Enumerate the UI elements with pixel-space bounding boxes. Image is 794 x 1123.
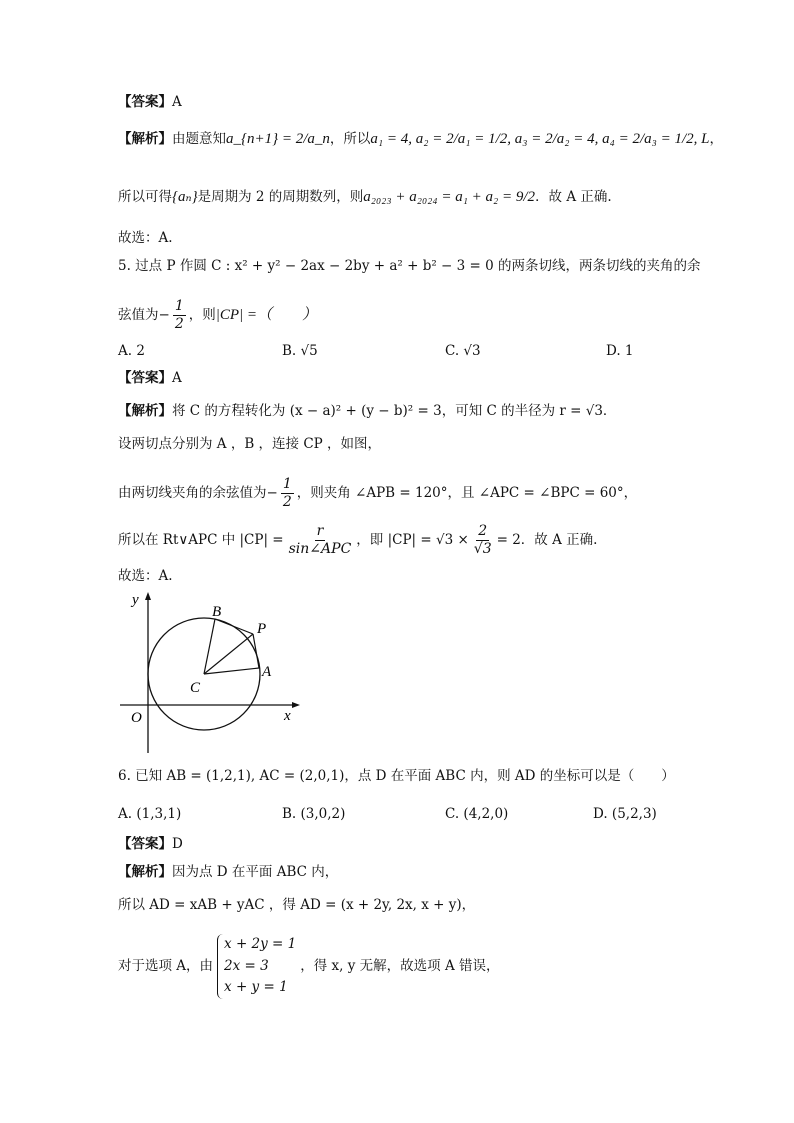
q6-choice-d: D. (5,2,3) [593, 806, 657, 822]
explanation-label: 【解析】 [118, 131, 172, 147]
formula: a_{n+1} = 2/a_n [226, 131, 330, 147]
choose-line-1: 故选：A. [118, 230, 173, 246]
text: 由题意知 [172, 131, 226, 147]
text: 是周期为 2 的周期数列，则 [197, 189, 364, 205]
label-o: O [131, 710, 142, 726]
text: = 2．故 A 正确. [496, 531, 598, 548]
answer-label: 【答案】 [118, 94, 172, 110]
label-y: y [132, 592, 139, 608]
explanation-3-line-1 [118, 866, 338, 880]
text: 对于选项 A，由 [118, 957, 214, 974]
q6-choice-c: C. (4,2,0) [445, 806, 509, 822]
fraction-2-sqrt3 [472, 523, 494, 558]
explanation-3-line-2: 所以 AD = xAB + yAC ，得 AD = (x + 2y, 2x, x + y)， [118, 897, 476, 913]
text: ，则 [188, 306, 216, 323]
numerator: 1 [174, 298, 184, 314]
numerator: 1 [282, 476, 292, 492]
explanation-2-line-3 [118, 476, 637, 511]
text: ，即 |CP| = √3 × [356, 531, 469, 548]
question-5-line-2 [118, 298, 317, 333]
equation: 2x = 3 [224, 957, 269, 974]
x-axis-arrow [292, 702, 300, 708]
explanation-2-line-4 [118, 523, 597, 558]
choose-line-2: 故选：A. [118, 568, 173, 584]
numerator: 2 [478, 523, 488, 539]
tangent-pa [253, 634, 259, 668]
explanation-label: 【解析】 [118, 864, 172, 880]
formula: a₁ = 4, a₂ = 2/a₁ = 1/2, a₃ = 2/a₂ = 4, a₄ = 2/a₃ = 1/2, L [370, 131, 710, 147]
explanation-2-line-2: 设两切点分别为 A ，B ，连接 CP ，如图， [118, 436, 382, 452]
denominator: sin∠APC [288, 540, 352, 557]
label-b: B [212, 604, 222, 620]
answer-line-1 [118, 96, 182, 110]
q5-choice-c: C. √3 [445, 343, 481, 359]
denominator: 2 [174, 315, 184, 332]
answer-value: D [172, 836, 183, 852]
q5-choice-b: B. √5 [282, 343, 318, 359]
answer-line-3 [118, 838, 183, 852]
answer-label: 【答案】 [118, 836, 172, 852]
text: 所以在 Rt∨APC 中 |CP| = [118, 531, 284, 548]
denominator: 2 [282, 493, 292, 510]
formula: a₂₀₂₃ + a₂₀₂₄ = a₁ + a₂ = 9/2 [363, 189, 536, 205]
q5-choice-a: A. 2 [118, 343, 145, 359]
text: ， [709, 131, 723, 147]
fraction-half [173, 298, 186, 333]
formula: |CP| =（ ） [215, 306, 318, 323]
text: 所以可得 [118, 189, 172, 205]
text: ．故 A 正确. [535, 189, 612, 205]
text: 因为点 D 在平面 ABC 内， [172, 864, 339, 880]
explanation-label: 【解析】 [118, 403, 172, 419]
answer-label: 【答案】 [118, 370, 172, 386]
text: 将 C 的方程转化为 (x − a)² + (y − b)² = 3，可知 C 的半径为 r = √3． [172, 403, 617, 419]
tangent-pb [215, 619, 253, 634]
fraction-half [281, 476, 294, 511]
question-5-line-1: 5. 过点 P 作圆 C : x² + y² − 2ax − 2by + a² + b² − 3 = 0 的两条切线，两条切线的夹角的余 [118, 258, 701, 274]
text: ，则夹角 ∠APB = 120°，且 ∠APC = ∠BPC = 60°， [296, 484, 638, 501]
label-p: P [257, 621, 267, 637]
explanation-2-line-1 [118, 405, 616, 419]
text: 弦值为 [118, 306, 159, 323]
denominator: √3 [473, 540, 492, 557]
minus-sign: − [266, 484, 278, 501]
equation: x + 2y = 1 [224, 936, 297, 952]
explanation-line-2 [118, 190, 612, 205]
text: 由两切线夹角的余弦值为 [118, 484, 267, 501]
answer-value: A [172, 94, 182, 110]
explanation-3-line-3 [118, 934, 500, 999]
q6-choice-a: A. (1,3,1) [118, 806, 182, 822]
segment-ca [204, 668, 259, 674]
y-axis-arrow [145, 592, 151, 600]
numerator: r [316, 523, 324, 539]
explanation-line-1 [118, 132, 723, 147]
minus-sign: − [158, 306, 170, 323]
question-6-line: 6. 已知 AB = (1,2,1), AC = (2,0,1)，点 D 在平面 ABC 内，则 AD 的坐标可以是（ ） [118, 768, 675, 784]
q6-choice-b: B. (3,0,2) [282, 806, 346, 822]
label-x: x [284, 708, 291, 724]
answer-value: A [172, 370, 182, 386]
equation-system [217, 934, 296, 999]
geometry-figure [118, 588, 308, 758]
fraction-r-sin [287, 523, 354, 558]
label-c: C [190, 680, 201, 696]
q5-choice-d: D. 1 [606, 343, 634, 359]
answer-line-2 [118, 372, 182, 386]
text: ，得 x, y 无解，故选项 A 错误， [300, 957, 500, 974]
equation: x + y = 1 [224, 979, 288, 996]
label-a: A [262, 664, 272, 680]
sequence: {aₙ} [172, 189, 198, 205]
text: ，所以 [329, 131, 371, 147]
